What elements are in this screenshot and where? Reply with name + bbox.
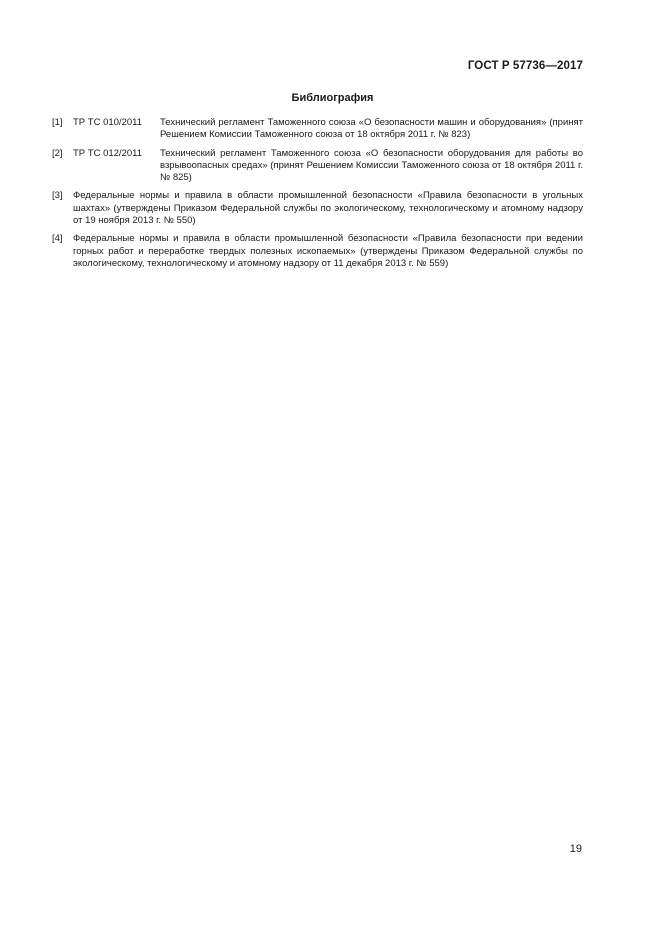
reference-number: [3] <box>52 190 63 202</box>
reference-text: Федеральные нормы и правила в области промышленной безопасности «Правила безопасности при ведении горных работ и переработке твердых полезных ископаемых» (утверждены Приказом Федеральной службы по экологическому, технологическому и атомному надзору от 11 декабря 2013 г. № 559) <box>73 233 583 269</box>
bibliography-list <box>52 117 583 276</box>
section-title: Библиография <box>291 92 374 104</box>
bibliography-entry <box>52 117 583 142</box>
reference-text: Технический регламент Таможенного союза «О безопасности машин и оборудования» (принят Решением Комиссии Таможенного союза от 18 октября 2011 г. № 823) <box>160 117 583 141</box>
reference-number: [2] <box>52 147 63 159</box>
reference-code: ТР ТС 010/2011 <box>73 117 143 128</box>
page-number: 19 <box>569 843 582 855</box>
standard-code: ГОСТ Р 57736—2017 <box>467 60 583 72</box>
reference-text: Технический регламент Таможенного союза «О безопасности оборудования для работы во взрывоопасных средах» (принят Решением Комиссии Таможенного союза от 18 октября 2011 г. № 825) <box>160 147 583 184</box>
reference-text: Федеральные нормы и правила в области промышленной безопасности «Правила безопасности в угольных шахтах» (утверждены Приказом Федеральной службы по экологическому, технологическому и атомному надзору от 19 ноября 2013 г. № 550) <box>73 190 583 227</box>
reference-number: [4] <box>52 233 63 245</box>
bibliography-entry <box>52 233 583 270</box>
bibliography-entry <box>52 148 583 185</box>
bibliography-entry <box>52 190 583 227</box>
reference-number: [1] <box>52 117 63 128</box>
reference-code: ТР ТС 012/2011 <box>73 147 143 159</box>
